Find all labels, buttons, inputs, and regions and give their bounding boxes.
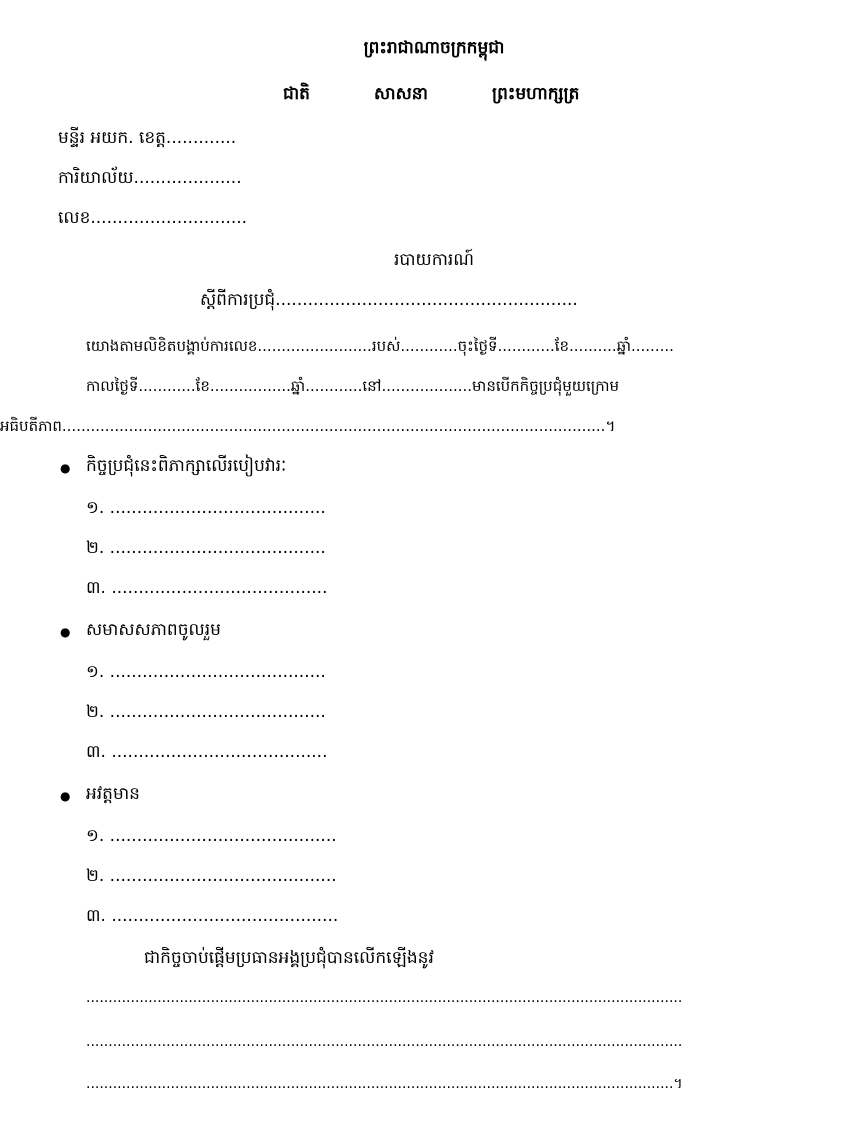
agenda-item-2: ២. ........................................: [86, 538, 326, 558]
closing-line-3: ....................................................................................................................................។: [86, 1076, 683, 1092]
motto-religion: សាសនា: [374, 84, 428, 104]
absent-item-3: ៣. ..........................................: [86, 906, 339, 926]
bullet-icon: ●: [60, 625, 71, 639]
agenda-item-1: ១. ........................................: [86, 498, 326, 518]
participant-item-1: ១. ........................................: [86, 662, 326, 682]
number-line: លេខ.............................: [58, 208, 248, 228]
closing-line-2: ......................................................................................................................................: [86, 1034, 683, 1050]
absent-item-1: ១. ..........................................: [86, 826, 337, 846]
motto-king: ព្រះមហាក្សត្រ: [492, 84, 580, 104]
section-participants-title: សមាសសភាពចូលរួម: [86, 620, 221, 640]
participant-item-3: ៣. ........................................: [86, 742, 328, 762]
reference-line-1: យោងតាមលិខិតបង្គាប់ការលេខ........................របស់............ចុះថ្ងៃទី............ខែ..........ឆ្នាំ.........: [86, 337, 674, 355]
absent-item-2: ២. ..........................................: [86, 866, 337, 886]
department-line: មន្ទីរ អយក. ខេត្ត.............: [58, 128, 237, 148]
closing-line-1: ......................................................................................................................................: [86, 990, 683, 1006]
participant-item-2: ២. ........................................: [86, 702, 326, 722]
section-agenda-title: កិច្ចប្រជុំនេះពិភាក្សាលើរបៀបវារៈ: [86, 456, 287, 476]
motto-nation: ជាតិ: [283, 84, 310, 104]
bureau-line: ការិយាល័យ....................: [58, 168, 242, 188]
report-title: របាយការណ៍: [393, 250, 475, 270]
kingdom-title: ព្រះរាជាណាចក្រកម្ពុជា: [363, 38, 505, 58]
report-subject: ស្តីពីការប្រជុំ........................................................: [200, 290, 578, 310]
bullet-icon: ●: [60, 461, 71, 475]
bullet-icon: ●: [60, 789, 71, 803]
reference-line-2: កាលថ្ងៃទី............ខែ.................ឆ្នាំ............នៅ...................មានបើកកិច្ចប្រជុំមួយក្រោម: [86, 377, 620, 395]
section-absent-title: អវត្តមាន: [86, 784, 140, 804]
reference-line-3: អធិបតីភាព..................................................................................................................។: [0, 417, 616, 435]
closing-intro: ជាកិច្ចចាប់ផ្ដើមប្រធានអង្គប្រជុំបានលើកឡើងនូវ: [144, 948, 434, 968]
agenda-item-3: ៣. ........................................: [86, 578, 328, 598]
